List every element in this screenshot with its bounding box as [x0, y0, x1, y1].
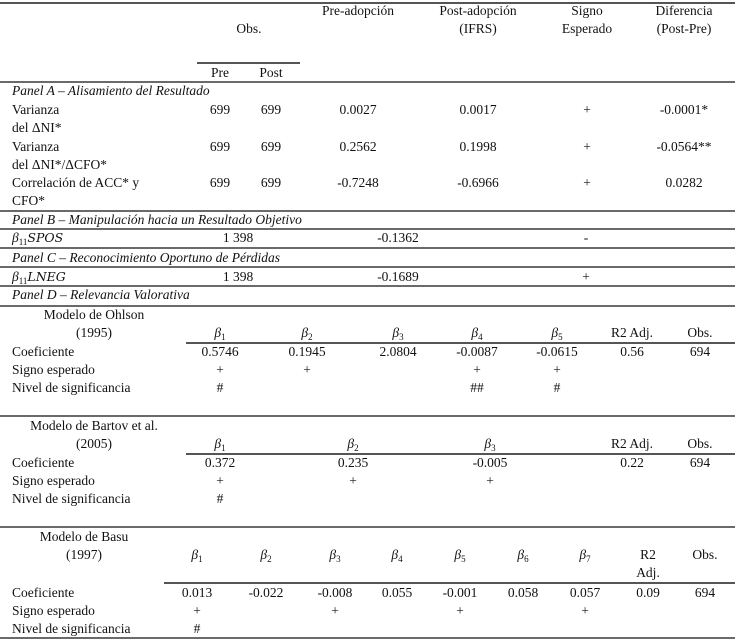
difference: -0.0564** [656, 139, 712, 154]
beta-subscript: 2 [267, 554, 272, 564]
header-obs: Obs. [236, 21, 262, 36]
beta-header [329, 547, 340, 567]
row-label: Nivel de significancia [12, 621, 131, 636]
table-rule [0, 247, 735, 249]
cell-value: -0.008 [317, 585, 353, 600]
beta-header [484, 436, 495, 456]
cell-value: + [581, 603, 589, 618]
cell-value: + [216, 473, 224, 488]
cell-value: # [216, 380, 224, 395]
coefficient-label [12, 230, 63, 250]
row-label-cont: CFO* [12, 193, 46, 208]
cell-value: + [486, 473, 494, 488]
cell-value: + [303, 362, 311, 377]
post-value: 0.0017 [459, 102, 497, 117]
expected-sign: - [583, 230, 589, 245]
beta-symbol: β [391, 547, 399, 562]
row-label-cont: del ΔNI* [12, 120, 62, 135]
cell-value: 694 [694, 585, 716, 600]
cell-value: -0.022 [248, 585, 284, 600]
cell-value: + [216, 362, 224, 377]
row-label: Varianza [12, 139, 60, 154]
row-label: Correlación de ACC* y [12, 175, 140, 190]
beta-subscript: 4 [478, 332, 483, 342]
row-label: Varianza [12, 102, 60, 117]
header-post-adopcion: Post-adopción [439, 3, 517, 18]
header-underline [186, 453, 735, 455]
beta-header [517, 547, 528, 567]
beta-symbol: β [301, 325, 309, 340]
panel-a-title: Panel A – Alisamiento del Resultado [12, 83, 210, 98]
beta-subscript: 1 [221, 332, 226, 342]
row-label: Coeficiente [12, 344, 75, 359]
cell-value: + [456, 603, 464, 618]
cell-value: + [349, 473, 357, 488]
cell-value: 0.09 [636, 585, 660, 600]
post-value: -0.6966 [457, 175, 499, 190]
variable-name: LNEG [27, 269, 66, 284]
beta-symbol: β [484, 436, 492, 451]
beta-subscript: 3 [399, 332, 404, 342]
pre-value: 0.0027 [339, 102, 377, 117]
beta-symbol: β [12, 269, 19, 284]
row-label-cont: del ΔNI*/ΔCFO* [12, 157, 107, 172]
beta-symbol: β [260, 547, 268, 562]
beta-subscript: 7 [586, 554, 591, 564]
header-pre: Pre [211, 65, 229, 80]
header-post-adopcion-ifrs: (IFRS) [459, 21, 497, 36]
beta-subscript: 2 [308, 332, 313, 342]
difference: -0.0001* [659, 102, 709, 117]
post-obs: 699 [260, 175, 282, 190]
table-rule [0, 266, 735, 268]
coefficient-label [12, 269, 66, 289]
cell-value: 2.0804 [379, 344, 417, 359]
post-value: 0.1998 [459, 139, 497, 154]
beta-header [214, 325, 225, 345]
post-obs: 699 [260, 102, 282, 117]
cell-value: + [553, 362, 561, 377]
table-rule [0, 415, 735, 417]
beta-symbol: β [329, 547, 337, 562]
stat-header: Adj. [636, 565, 660, 580]
model-name: Modelo de Bartov et al. [30, 418, 158, 433]
pre-obs: 699 [209, 175, 231, 190]
beta-subscript: 11 [18, 237, 28, 247]
beta-symbol: β [214, 436, 222, 451]
header-signo: Signo [571, 3, 603, 18]
variable-name: SPOS [27, 230, 64, 245]
expected-sign: + [582, 269, 590, 284]
coefficient-value: -0.1689 [377, 269, 419, 284]
cell-value: + [193, 603, 201, 618]
cell-value: 0.235 [337, 455, 369, 470]
cell-value: 0.56 [620, 344, 644, 359]
panel-c-title: Panel C – Reconocimiento Oportuno de Pérdidas [12, 250, 280, 265]
header-diferencia: Diferencia [655, 3, 713, 18]
cell-value: 0.055 [381, 585, 413, 600]
cell-value: -0.0087 [456, 344, 498, 359]
beta-subscript: 2 [354, 443, 359, 453]
stat-header: Obs. [687, 436, 713, 451]
beta-header [214, 436, 225, 456]
pre-value: -0.7248 [337, 175, 379, 190]
row-label: Signo esperado [12, 473, 95, 488]
beta-symbol: β [191, 547, 199, 562]
cell-value: 0.1945 [288, 344, 326, 359]
row-label: Signo esperado [12, 362, 95, 377]
beta-symbol: β [214, 325, 222, 340]
header-post: Post [259, 65, 283, 80]
row-label: Nivel de significancia [12, 491, 131, 506]
model-name: Modelo de Ohlson [43, 307, 145, 322]
stat-header: R2 Adj. [610, 325, 654, 340]
beta-header [454, 547, 465, 567]
obs-count: 1 398 [222, 269, 254, 284]
cell-value: 0.058 [507, 585, 539, 600]
stat-header: Obs. [687, 325, 713, 340]
stat-header: R2 [640, 547, 656, 562]
beta-symbol: β [347, 436, 355, 451]
cell-value: 0.22 [620, 455, 644, 470]
beta-symbol: β [454, 547, 462, 562]
stat-header: R2 Adj. [610, 436, 654, 451]
beta-symbol: β [471, 325, 479, 340]
beta-subscript: 3 [336, 554, 341, 564]
expected-sign: + [583, 102, 591, 117]
pre-obs: 699 [209, 102, 231, 117]
expected-sign: + [583, 139, 591, 154]
beta-subscript: 1 [221, 443, 226, 453]
obs-count: 1 398 [222, 230, 254, 245]
cell-value: 0.057 [569, 585, 601, 600]
beta-symbol: β [12, 230, 19, 245]
header-post-pre: (Post-Pre) [656, 21, 712, 36]
beta-subscript: 4 [398, 554, 403, 564]
difference: 0.0282 [665, 175, 703, 190]
beta-symbol: β [551, 325, 559, 340]
header-underline [164, 582, 735, 584]
cell-value: + [473, 362, 481, 377]
panel-b-title: Panel B – Manipulación hacia un Resultado Objetivo [12, 212, 302, 227]
coefficient-value: -0.1362 [377, 230, 419, 245]
beta-header [260, 547, 271, 567]
beta-header [347, 436, 358, 456]
model-year: (1997) [66, 547, 102, 562]
beta-header [301, 325, 312, 345]
expected-sign: + [583, 175, 591, 190]
cell-value: + [331, 603, 339, 618]
beta-subscript: 5 [461, 554, 466, 564]
cell-value: # [193, 621, 201, 636]
row-label: Coeficiente [12, 455, 75, 470]
cell-value: # [553, 380, 561, 395]
post-obs: 699 [260, 139, 282, 154]
cell-value: # [216, 491, 224, 506]
model-name: Modelo de Basu [39, 529, 129, 544]
cell-value: 694 [689, 455, 711, 470]
beta-subscript: 11 [18, 276, 28, 286]
cell-value: -0.001 [442, 585, 478, 600]
row-label: Nivel de significancia [12, 380, 131, 395]
table-rule [0, 526, 735, 528]
cell-value: 0.5746 [201, 344, 239, 359]
beta-subscript: 6 [524, 554, 529, 564]
header-underline [197, 62, 300, 64]
beta-subscript: 3 [491, 443, 496, 453]
cell-value: 0.372 [204, 455, 236, 470]
pre-obs: 699 [209, 139, 231, 154]
beta-subscript: 5 [558, 332, 563, 342]
model-year: (2005) [76, 436, 112, 451]
beta-symbol: β [517, 547, 525, 562]
cell-value: -0.0615 [536, 344, 578, 359]
panel-d-title: Panel D – Relevancia Valorativa [12, 287, 190, 302]
beta-header [191, 547, 202, 567]
header-pre-adopcion: Pre-adopción [322, 3, 394, 18]
beta-header [551, 325, 562, 345]
beta-header [471, 325, 482, 345]
beta-subscript: 1 [198, 554, 203, 564]
cell-value: -0.005 [472, 455, 508, 470]
cell-value: 0.013 [181, 585, 213, 600]
beta-header [391, 547, 402, 567]
header-esperado: Esperado [561, 21, 613, 36]
beta-symbol: β [392, 325, 400, 340]
cell-value: ## [470, 380, 484, 395]
beta-header [579, 547, 590, 567]
table-rule [0, 228, 735, 230]
beta-symbol: β [579, 547, 587, 562]
stat-header: Obs. [692, 547, 718, 562]
row-label: Signo esperado [12, 603, 95, 618]
row-label: Coeficiente [12, 585, 75, 600]
model-year: (1995) [76, 325, 112, 340]
beta-header [392, 325, 403, 345]
pre-value: 0.2562 [339, 139, 377, 154]
cell-value: 694 [689, 344, 711, 359]
table-rule [0, 637, 735, 639]
